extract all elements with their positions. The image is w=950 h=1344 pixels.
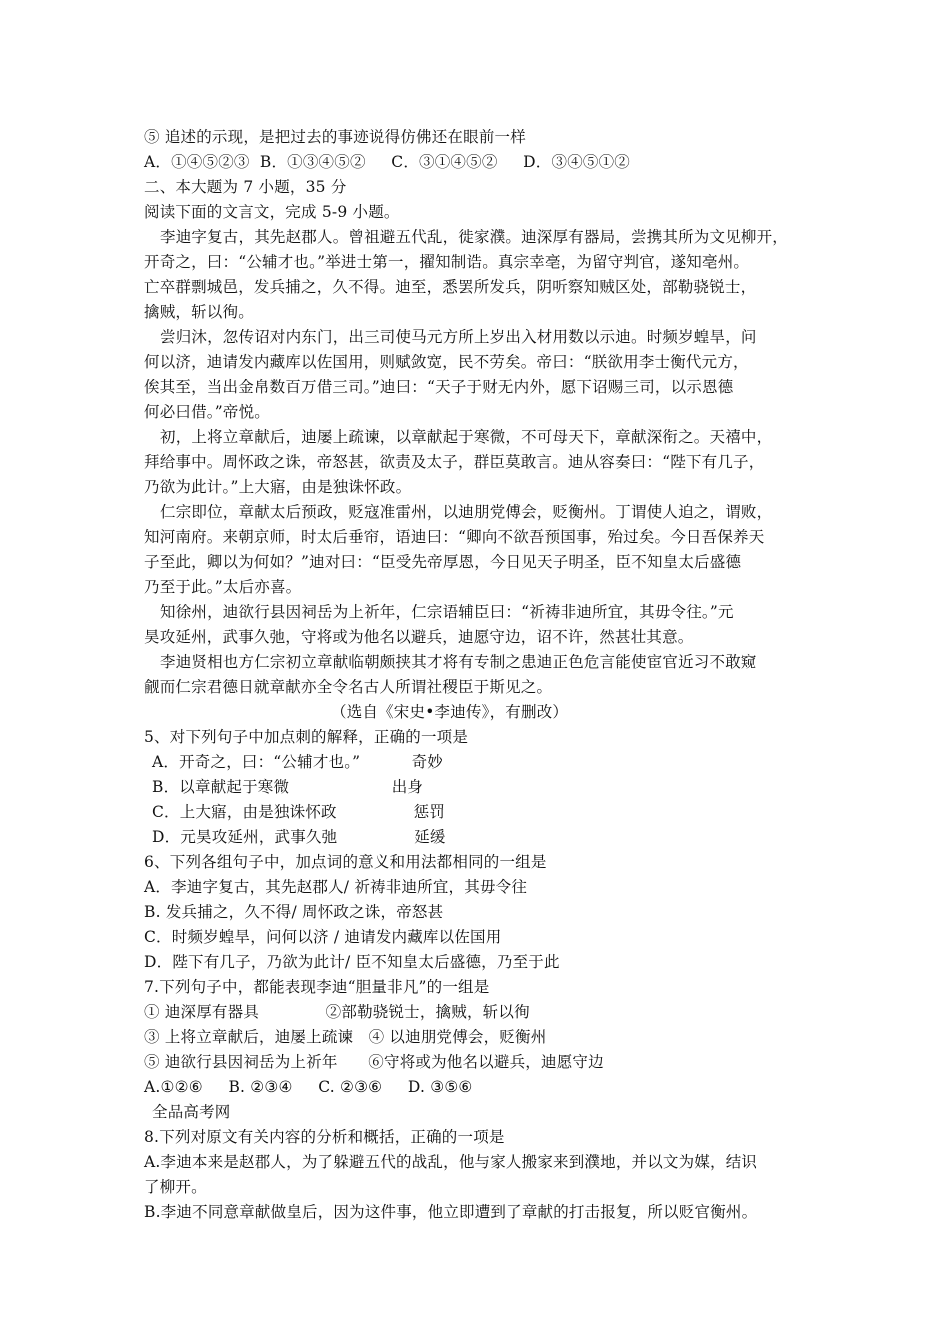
- reading-instruction: 阅读下面的文言文，完成 5-9 小题。: [144, 203, 400, 221]
- question-5: 5、对下列句子中加点刺的解释，正确的一项是: [144, 728, 469, 746]
- passage-line: 擒贼，斩以徇。: [144, 303, 254, 321]
- question-6-option-a: A．李迪字复古，其先赵郡人/ 祈祷非迪所宜，其毋令往: [144, 878, 528, 896]
- passage-line: 乃至于此。”太后亦喜。: [144, 578, 302, 596]
- question-8-option-a: A.李迪本来是赵郡人，为了躲避五代的战乱，他与家人搬家来到濮地，并以文为媒，结识: [144, 1153, 758, 1171]
- question-7-items: ⑤ 迪欲行县因祠岳为上祈年 ⑥守将或为他名以避兵，迪愿守边: [144, 1053, 604, 1071]
- text-line: ⑤ 追述的示现，是把过去的事迹说得仿佛还在眼前一样: [144, 128, 526, 146]
- passage-line: 拜给事中。周怀政之诛，帝怒甚，欲责及太子，群臣莫敢言。迪从容奏曰：“陛下有几子，: [144, 453, 765, 471]
- question-8-option-a-cont: 了柳开。: [144, 1178, 207, 1196]
- passage-line: 李迪字复古，其先赵郡人。曾祖避五代乱，徙家濮。迪深厚有器局，尝携其所为文见柳开，: [160, 228, 789, 246]
- passage-line: 何以济，迪请发内藏库以佐国用，则赋敛宽，民不劳矣。帝曰：“朕欲用李士衡代元方，: [144, 353, 749, 371]
- passage-line: 初，上将立章献后，迪屡上疏谏，以章献起于寒微，不可母天下，章献深衔之。天禧中，: [160, 428, 773, 446]
- question-7-items: ③ 上将立章献后，迪屡上疏谏 ④ 以迪朋党傅会，贬衡州: [144, 1028, 547, 1046]
- question-5-option-d: D．元昊攻延州，武事久弛 延缓: [152, 828, 446, 846]
- question-7: 7.下列句子中，都能表现李迪“胆量非凡”的一组是: [144, 978, 490, 996]
- question-6-option-d: D．陛下有几子，乃欲为此计/ 臣不知皇太后盛德，乃至于此: [144, 953, 560, 971]
- question-5-option-a: A．开奇之，曰：“公辅才也。” 奇妙: [152, 753, 443, 771]
- question-6-option-c: C．时频岁蝗旱，问何以济 / 迪请发内藏库以佐国用: [144, 928, 502, 946]
- passage-line: 李迪贤相也方仁宗初立章献临朝颇挟其才将有专制之患迪正色危言能使宦官近习不敢窥: [160, 653, 757, 671]
- passage-line: 俟其至，当出金帛数百万借三司。”迪曰：“天子于财无内外，愿下诏赐三司，以示恩德: [144, 378, 734, 396]
- passage-line: 亡卒群剽城邑，发兵捕之，久不得。迪至，悉罢所发兵，阴听察知贼区处，部勒骁锐士，: [144, 278, 757, 296]
- question-5-option-c: C．上大寤，由是独诛怀政 惩罚: [152, 803, 446, 821]
- question-8: 8.下列对原文有关内容的分析和概括，正确的一项是: [144, 1128, 505, 1146]
- answer-options-line: A．①④⑤②③ B．①③④⑤② C．③①④⑤② D．③④⑤①②: [144, 153, 630, 171]
- question-8-option-b: B.李迪不同意章献做皇后，因为这件事，他立即遭到了章献的打击报复，所以贬官衡州。: [144, 1203, 758, 1221]
- question-7-options: A.①②⑥ B. ②③④ C. ②③⑥ D. ③⑤⑥: [144, 1078, 473, 1096]
- passage-line: 觎而仁宗君德日就章献亦全令名古人所谓社稷臣于斯见之。: [144, 678, 553, 696]
- watermark-text: 全品高考网: [152, 1103, 231, 1121]
- passage-line: 仁宗即位，章献太后预政，贬寇准雷州，以迪朋党傅会，贬衡州。丁谓使人迫之，谓败，: [160, 503, 773, 521]
- source-citation: （选自《宋史•李迪传》，有删改）: [331, 703, 569, 721]
- question-6-option-b: B. 发兵捕之，久不得/ 周怀政之诛，帝怒甚: [144, 903, 444, 921]
- passage-line: 子至此，卿以为何如？”迪对曰：“臣受先帝厚恩，今日见天子明圣，臣不知皇太后盛德: [144, 553, 742, 571]
- passage-line: 开奇之，曰：“公辅才也。”举进士第一，擢知制诰。真宗幸亳，为留守判官，遂知亳州。: [144, 253, 750, 271]
- question-5-option-b: B．以章献起于寒微 出身: [152, 778, 424, 796]
- question-6: 6、下列各组句子中，加点词的意义和用法都相同的一组是: [144, 853, 547, 871]
- passage-line: 何必曰借。”帝悦。: [144, 403, 270, 421]
- passage-line: 知徐州，迪欲行县因祠岳为上祈年，仁宗语辅臣曰：“祈祷非迪所宜，其毋令往。”元: [160, 603, 734, 621]
- question-7-items: ① 迪深厚有器具 ②部勒骁锐士，擒贼，斩以徇: [144, 1003, 530, 1021]
- passage-line: 知河南府。来朝京师，时太后垂帘，语迪曰：“卿向不欲吾预国事，殆过矣。今日吾保养天: [144, 528, 765, 546]
- passage-line: 乃欲为此计。”上大寤，由是独诛怀政。: [144, 478, 412, 496]
- passage-line: 尝归沐，忽传诏对内东门，出三司使马元方所上岁出入材用数以示迪。时频岁蝗旱，问: [160, 328, 757, 346]
- section-heading: 二、本大题为 7 小题，35 分: [144, 178, 347, 196]
- passage-line: 昊攻延州，武事久弛，守将或为他名以避兵，迪愿守边，诏不许，然甚壮其意。: [144, 628, 694, 646]
